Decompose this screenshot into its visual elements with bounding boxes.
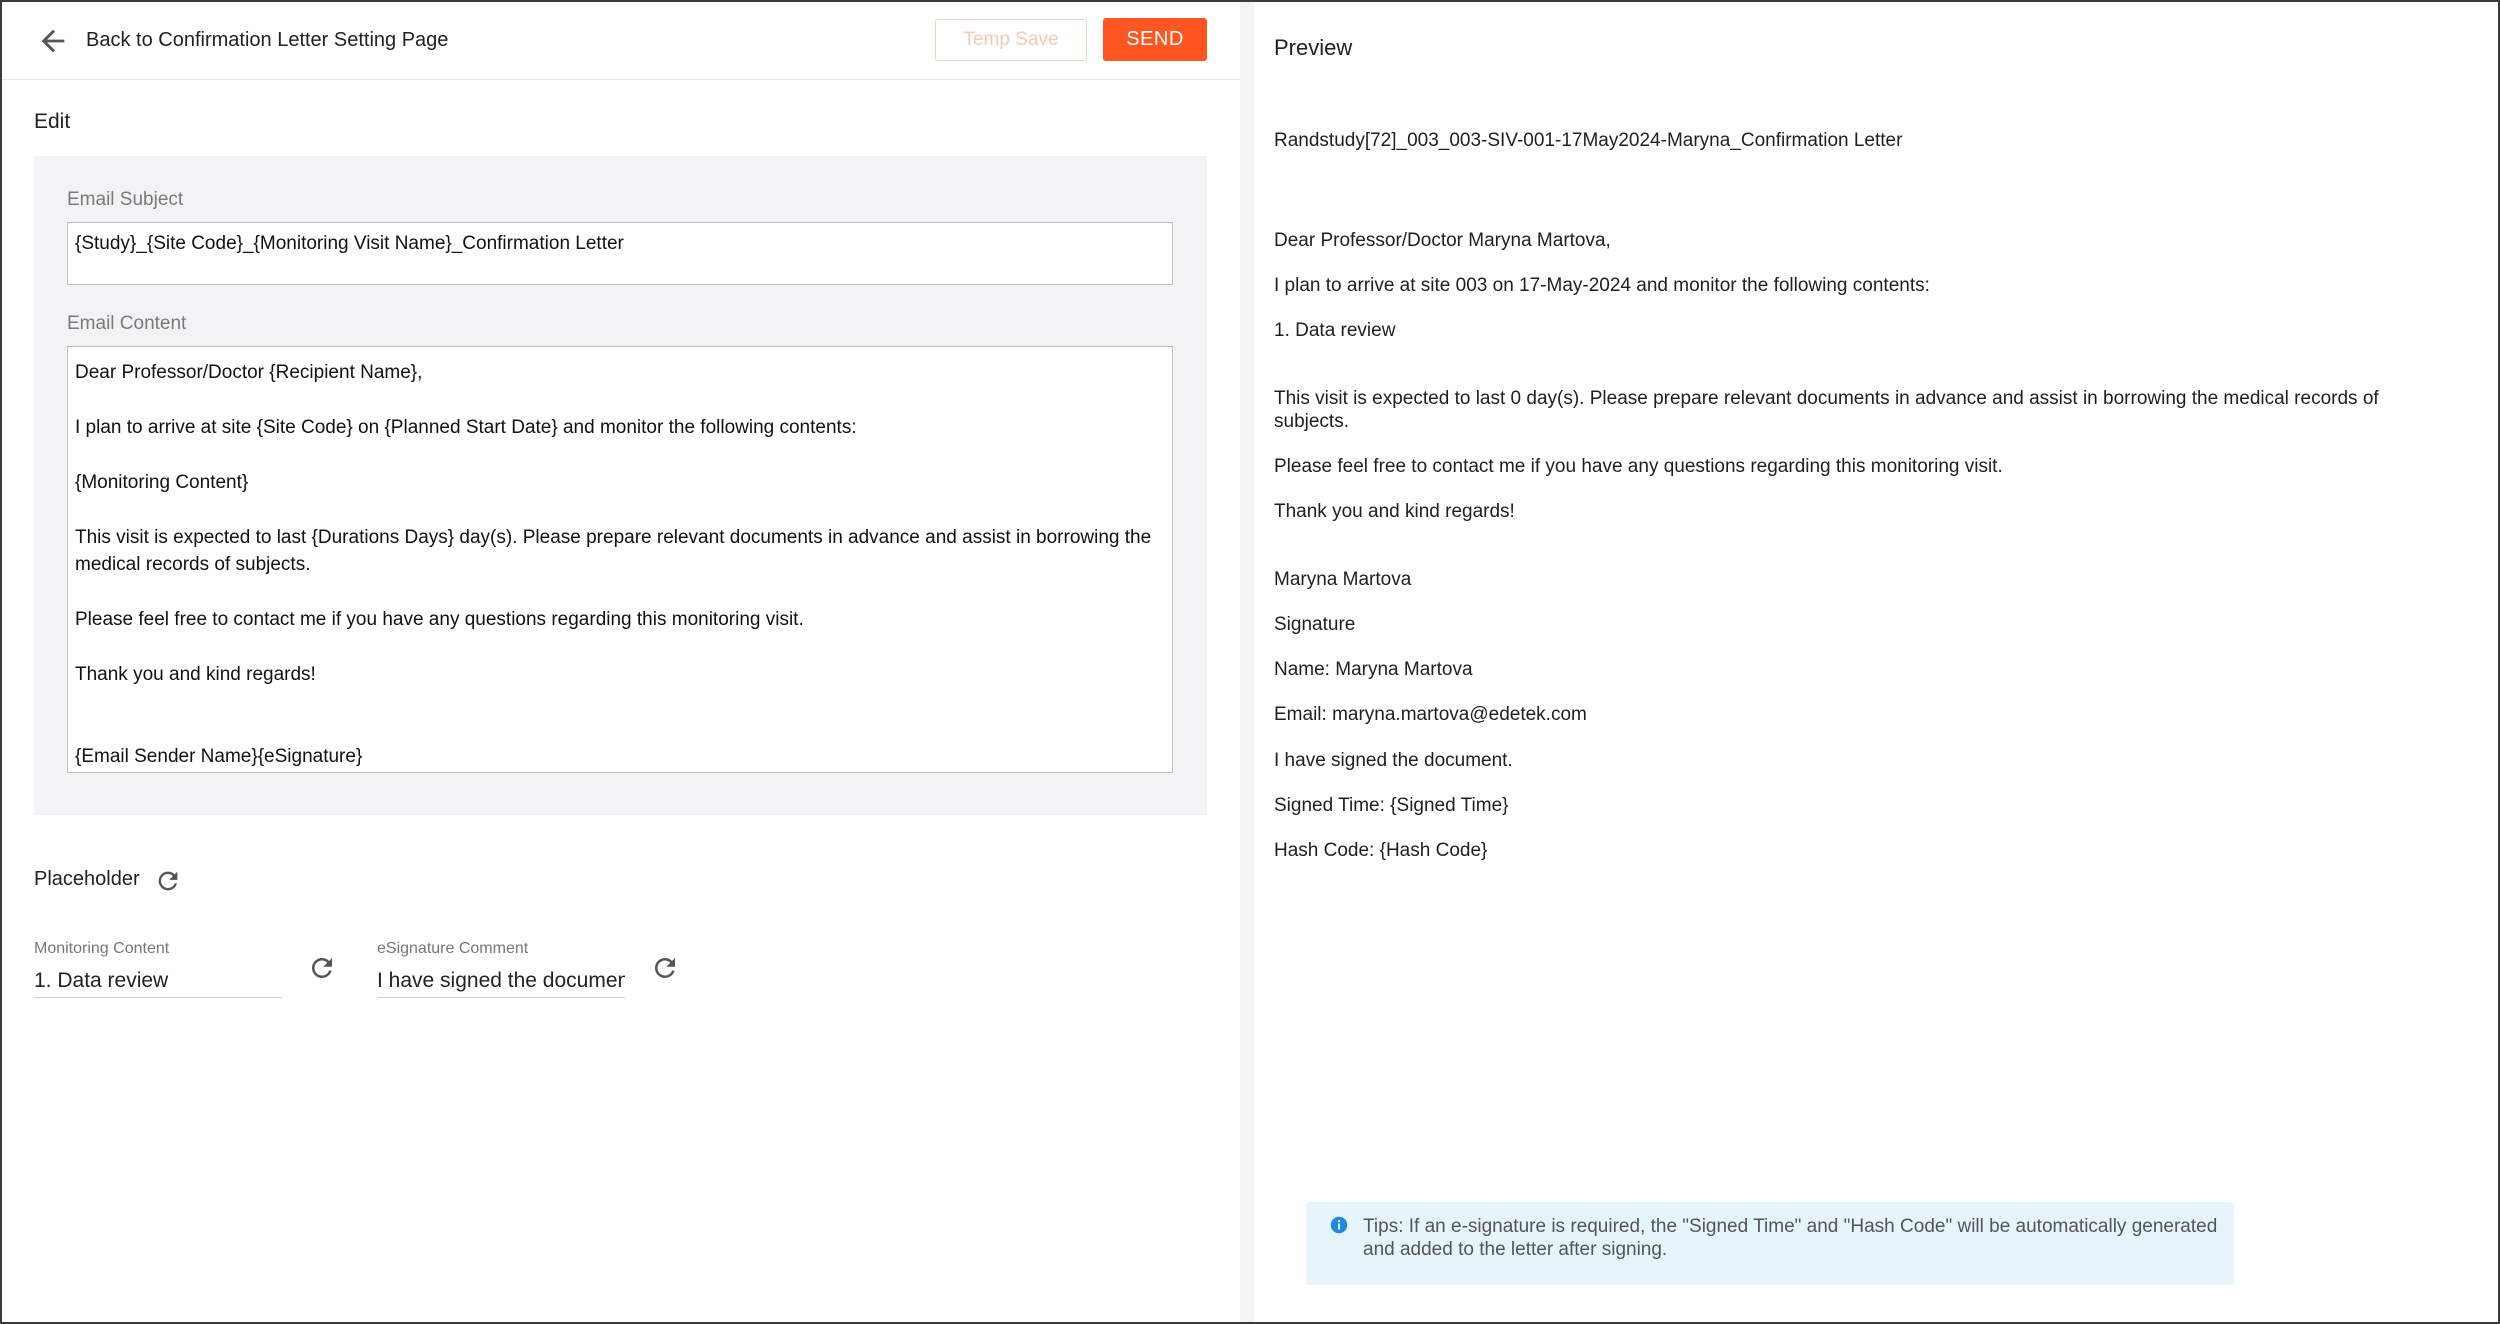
preview-line: Email: maryna.martova@edetek.com	[1274, 704, 1587, 725]
pane-divider	[1240, 2, 1254, 1322]
preview-line: Signature	[1274, 614, 1356, 635]
placeholder-title: Placeholder	[34, 868, 140, 890]
top-bar	[2, 2, 1240, 80]
refresh-icon[interactable]	[650, 953, 680, 983]
preview-line: This visit is expected to last 0 day(s). Please prepare relevant documents in advance and assist in borrowing the medical records of subjects.	[1274, 388, 2379, 432]
content-line: Please feel free to contact me if you have any questions regarding this monitoring visit.	[75, 609, 804, 630]
email-subject-label: Email Subject	[67, 189, 184, 210]
preview-line: Maryna Martova	[1274, 569, 1412, 590]
content-line: {Monitoring Content}	[75, 472, 249, 493]
preview-subject: Randstudy[72]_003_003-SIV-001-17May2024-Maryna_Confirmation Letter	[1274, 130, 1903, 151]
temp-save-button[interactable]: Temp Save	[935, 19, 1087, 61]
preview-line: Signed Time: {Signed Time}	[1274, 795, 1509, 816]
preview-title: Preview	[1274, 35, 1353, 60]
content-line: This visit is expected to last {Durations Days} day(s). Please prepare relevant documents in advance and assist in borrowing the medical records of subjects.	[75, 527, 1152, 575]
preview-line: Hash Code: {Hash Code}	[1274, 840, 1488, 861]
content-line: Dear Professor/Doctor {Recipient Name},	[75, 362, 423, 383]
send-button[interactable]: SEND	[1103, 18, 1207, 61]
preview-line: Dear Professor/Doctor Maryna Martova,	[1274, 230, 1611, 251]
email-subject-input[interactable]: {Study}_{Site Code}_{Monitoring Visit Name}_Confirmation Letter	[67, 222, 1173, 285]
preview-line: I have signed the document.	[1274, 750, 1513, 771]
email-content-label: Email Content	[67, 313, 187, 334]
monitoring-content-input[interactable]	[34, 964, 282, 998]
monitoring-content-label: Monitoring Content	[34, 940, 170, 957]
tips-text: Tips: If an e-signature is required, the "Signed Time" and "Hash Code" will be automatically generated and added to the letter after signing.	[1363, 1216, 2218, 1260]
refresh-icon[interactable]	[307, 953, 337, 983]
tips-banner	[1306, 1202, 2234, 1285]
edit-pane	[2, 2, 1240, 1322]
edit-panel	[34, 156, 1207, 815]
content-line: I plan to arrive at site {Site Code} on {Planned Start Date} and monitor the following contents:	[75, 417, 857, 438]
preview-line: Thank you and kind regards!	[1274, 501, 1515, 522]
email-content-editor[interactable]	[67, 346, 1173, 773]
content-line: {Email Sender Name}{eSignature}	[75, 746, 363, 767]
preview-line: I plan to arrive at site 003 on 17-May-2024 and monitor the following contents:	[1274, 275, 1930, 296]
refresh-icon[interactable]	[154, 867, 182, 895]
preview-pane	[1254, 2, 2498, 1322]
back-link[interactable]: Back to Confirmation Letter Setting Page	[86, 29, 449, 51]
info-icon	[1330, 1216, 1348, 1234]
arrow-left-icon[interactable]	[36, 24, 70, 58]
esignature-comment-label: eSignature Comment	[377, 940, 529, 957]
edit-section-title: Edit	[34, 110, 71, 133]
preview-line: Name: Maryna Martova	[1274, 659, 1473, 680]
preview-line: 1. Data review	[1274, 320, 1396, 341]
preview-line: Please feel free to contact me if you have any questions regarding this monitoring visit.	[1274, 456, 2003, 477]
content-line: Thank you and kind regards!	[75, 664, 316, 685]
esignature-comment-input[interactable]	[377, 964, 625, 998]
